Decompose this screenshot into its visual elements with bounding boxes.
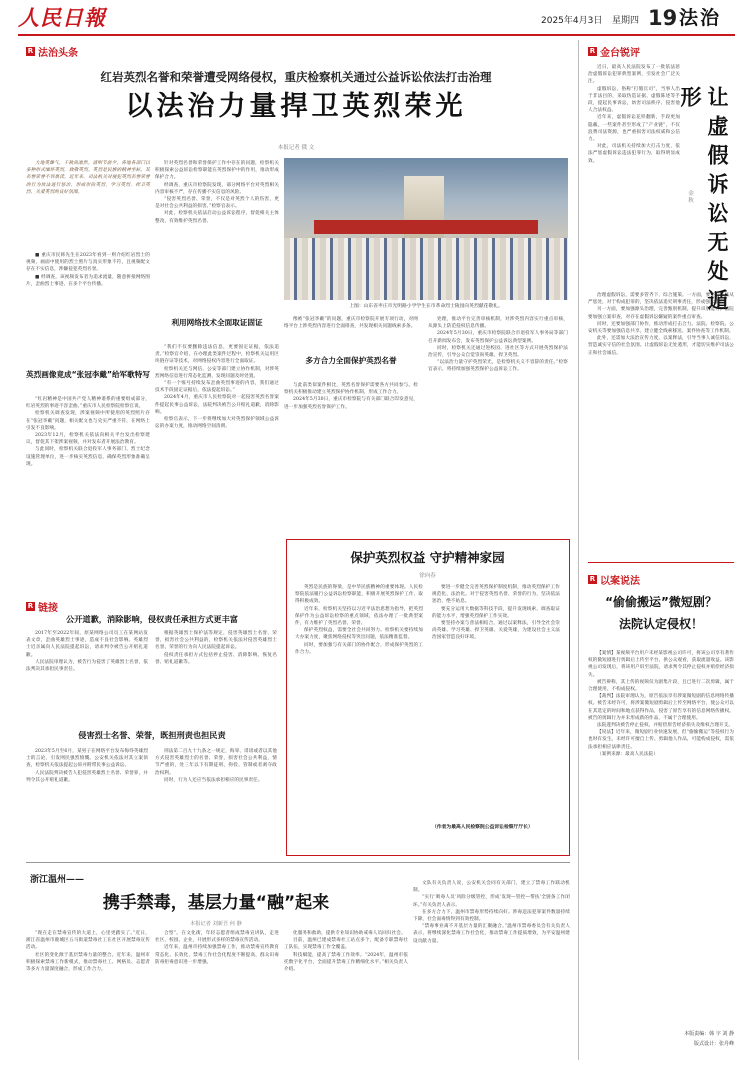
section-name: 法治 [679,7,722,29]
case-column-tag [588,569,640,587]
column-marker-icon: R [589,47,596,55]
lead-byline: 本报记者 俄 文 [277,145,315,151]
case-column-label: 以案说法 [600,576,640,587]
regional-title: 携手禁毒，基层力量“融”起来 [102,893,330,913]
case-body: 【案情】某视频平台用户未经某影视公司许可，将该公司享有著作权的微短剧进行剪辑后上传至平台，供公众观看，获取流量收益。该影视公司发现后，将该用户诉至法院，请求判令其停止侵权并赔偿经济损失。 被告辩称，其上传的视频仅为剧集片段，且已进行二次剪辑，属于合理使用，不构成侵权。 【裁判】法院审理认为，原告依法享有涉案微短剧的信息网络传播权。被告未经许可，将涉案微短剧剪辑后上传至网络平台，使公众可以在其选定的时间和地点获得作品，侵害了原告享有的信息网络传播权。被告的剪辑行为并未形成新的作品，不属于合理使用。 法院遂判决被告停止侵权，并赔偿原告经济损失及维权合理开支。 【说法】近年来，微短剧行业快速发展，但“偷偷搬运”等侵权行为也时有发生。未经许可擅自上传、剪辑他人作品，可能构成侵权，需依法承担相应法律责任。 （案例来源：最高人民法院） [588,651,734,757]
lead-body-col2b: “我们不仅要删除违法信息，更要固定证据，依法追责。”检察官介绍，在办理此类案件过程中，检察机关运用区块链存证等技术，对网络侵权内容进行全面取证。 检察机关还与网信、公安等部门建立协作机制，对涉英烈网络信息进行常态化监测，发现问题及时处置。 “有一个账号持续发布歪曲英烈事迹的内容，我们通过技术手段固定证据后，依法提起诉讼。” 2024年4月，重庆市人民检察院对一起侵害英烈名誉案件提起民事公益诉讼，法院判决被告公开赔礼道歉，消除影响。 检察官表示，下一步将继续加大对英烈保护领域公益诉讼的办案力度，推动网络空间清朗。 [155,345,279,430]
lead-body-col2: 针对英烈名誉和荣誉保护工作中存在的问题，检察机关积极探索公益诉讼检察职能在英烈保护中的作用，推动形成保护合力。 经调查，重庆市检察院发现，部分网络平台对英烈相关内容审核不严，存在传播不实信息的风险。 “侵害英烈名誉、荣誉，不仅是对英烈个人的伤害，更是对社会公共利益的损害。”检察官表示。 对此，检察机关依法启动公益诉讼程序，督促相关主体整改，有效维护英烈名誉。 [155,161,279,224]
links-column-label: 链接 [38,603,58,614]
right-divider [578,40,579,1060]
masthead-rule [18,34,735,36]
regional-body-4: 文队有关负责人说，公安机关会同有关部门，建立了禁毒工作联动机制。 “实行‘吸毒人员’风险分级管控，形成‘发现—管控—帮扶’全链条工作闭环。”有关负责人表示。 在多方合力下，温州市禁毒形势持续向好。涉毒违法犯罪案件数量持续下降，社会面毒情得到有效控制。 “禁毒事业离不开基层力量的汇聚融合。”温州市禁毒委员会有关负责人表示，将继续深化禁毒工作社会化，推动禁毒工作提质增效，为平安温州建设贡献力量。 [413,881,570,944]
links-column-tag [26,596,58,614]
commentary-lead: 近日，最高人民法院发布了一批依法惩治虚假诉讼犯罪典型案例，引发社会广泛关注。 虚假诉讼，俗称“打假官司”，当事人出于非法目的，采取伪造证据、虚假陈述等手段，提起民事诉讼，妨害司法秩序、侵害他人合法权益。 近年来，虚假诉讼花样翻新，手段更加隐蔽，一些案件甚至形成了“产业链”，不仅浪费司法资源，也严重损害司法权威和公信力。 对此，司法机关持续加大打击力度，依法严惩虚假诉讼违法犯罪行为，取得明显成效。 [588,65,680,164]
feature-byline: 徐向春 [419,573,436,579]
case-title-2: 法院认定侵权！ [618,617,703,631]
feature-title: 保护英烈权益 守护精神家园 [350,550,505,565]
page-number: 19 [648,6,678,30]
lead-body-col1b: “红岩精神是中国共产党人精神谱系的重要组成部分，红岩英烈的事迹不容歪曲。”重庆市人民检察院检察官说。 检察机关调查发现，涉案视频中所使用的英烈照片存在“张冠李戴”问题，相关配文也与史实严重不符，在网络上引发不良影响。 2023年12月，检察机关依法向相关平台发出检察建议，督促其下架涉案视频，并对发布者开展法治教育。 与此同时，检察机关联合退役军人事务部门、烈士纪念设施管理单位，进一步核实英烈信息，确保英烈形象准确呈现。 [26,397,150,467]
regional-rule [26,862,570,863]
lead-subhead-1: 英烈画像竟成“张冠李戴”给军歌特写 [26,370,150,379]
feature-signature: （作者为最高人民检察院公益诉讼检察厅厅长） [432,825,533,830]
links-body-1b: 根据英雄烈士保护法等规定，侵害英雄烈士名誉、荣誉，损害社会公共利益的，检察机关依法对侵害英雄烈士名誉、荣誉的行为向人民法院提起诉讼。 侵权责任承担方式包括停止侵害、消除影响、恢复名誉、赔礼道歉等。 [155,631,277,665]
feature-body-col2: 要进一步健全完善英烈保护制度机制，推动英烈保护工作规范化、法治化。对于侵害英烈名誉、荣誉的行为，坚决依法惩治，绝不姑息。 要充分运用大数据等科技手段，提升发现线索、调查取证的能力水平，增强英烈保护工作实效。 要坚持办案与普法相结合，通过以案释法，引导全社会崇尚英雄、学习英雄、捍卫英雄、关爱英雄，为建设社会主义法治国家营造良好环境。 [432,585,560,641]
commentary-body: 治理虚假诉讼，需要多管齐下、综合施策。一方面，要坚持依法从严惩处，对于构成犯罪的，坚决依法追究刑事责任，形成强大震慑。 另一方面，要加强源头治理，完善甄别机制，提升识别能力。法院要加强立案审查，对存在虚假诉讼嫌疑的案件重点审查。 同时，还要加强部门协作，推动形成打击合力。法院、检察院、公安机关等要加强信息共享，建立健全线索移送、案件协查等工作机制。 此外，还需加大法治宣传力度，以案释法，引导当事人诚信诉讼，营造诚实守信的社会氛围。让虚假诉讼无处遁形，才能切实维护司法公正和社会诚信。 [588,293,734,356]
case-title-1: “偷偷搬运”微短剧？ [605,595,717,609]
feature-body-col1: 英烈是民族的脊梁，是中华民族精神的重要体现。人民检察院依法履行公益诉讼检察职能，积极开展英烈保护工作，取得积极成效。 近年来，检察机关坚持以习近平法治思想为指导，把英烈保护作为公益诉讼检察的重点领域，依法办理了一批典型案件，有力维护了英烈名誉、荣誉。 保护英烈权益，需要全社会共同努力。检察机关要持续加大办案力度，聚焦网络侵权等突出问题，依法精准监督。 同时，要加强与有关部门的协作配合，形成保护英烈的工作合力。 [295,585,423,655]
commentary-byline: 金 秋 [687,190,693,203]
photo-crowd [284,238,568,300]
photo-banner [314,220,538,234]
case-rule [588,562,734,563]
links-title-1: 公开道歉，消除影响，侵权责任承担方式更丰富 [66,614,238,624]
lead-headline: 以法治力量捍卫英烈荣光 [125,91,467,122]
designer-credit: 版式设计：张丹峰 [693,1041,734,1047]
feature-box [286,539,570,856]
links-body-1a: 2017年至2022年间，原某网络公司员工在某网站发表文章，歪曲英雄烈士事迹，造成不良社会影响。英雄烈士近亲属向人民法院提起诉讼，请求判令被告公开赔礼道歉。 人民法院审理认为，被告行为侵害了英雄烈士名誉，依法判决其承担民事责任。 [26,631,148,673]
lead-column-tag [26,41,78,59]
lead-kicker: 红岩英烈名誉和荣誉遭受网络侵权，重庆检察机关通过公益诉讼依法打击治理 [100,70,492,84]
newspaper-logo: 人民日報 [18,5,106,30]
lead-subhead-2: 利用网络技术全面取证固证 [171,318,263,327]
commentary-column-tag [588,41,640,59]
regional-byline: 本报记者 刘新吾 何 静 [190,921,242,927]
commentary-column-label: 金台锐评 [600,48,640,59]
lead-body-col3: 像被“张冠李戴”的问题，重庆市检察院开展专项行动，对网络平台上涉英烈内容进行全面排查，共发现相关问题线索多条。 [284,317,418,330]
photo-caption: 上图：山东省枣庄市光明路小学学生在市革命烈士陵园向英烈献花敬礼。 [349,304,503,309]
regional-body-1: “现在走在禁毒宣传的大道上，心里更踏实了。”近日，浙江省温州市鹿城区五马街道禁毒社工在社区开展禁毒宣传活动。 社区的变化源于基层禁毒力量的整合。近年来，温州市积极探索禁毒工作新模式，推动禁毒社工、网格员、志愿者等多方力量深度融合，形成工作合力。 [26,931,150,973]
links-body-2b: 刑法第二百九十九条之一规定，侮辱、诽谤或者以其他方式侵害英雄烈士的名誉、荣誉，损害社会公共利益，情节严重的，处三年以下有期徒刑、拘役、管制或者剥夺政治权利。 同时，行为人还应当依法承担相应的民事责任。 [155,749,277,783]
lead-intro [26,160,150,250]
lead-body-col1: ■ 重庆市民韩先生在2023年看到一则介绍红岩烈士的视频，画面中使用的烈士照片与真实形象不符，且视频配文存在不实信息，涉嫌侵犯英烈名誉。 ■ 经调查，该视频发布者为追求流量，随意拼接网络图片，歪曲烈士事迹，在多个平台传播。 [26,253,150,287]
column-marker-icon: R [27,602,34,610]
links-title-2: 侵害烈士名誉、荣誉，既担刑责也担民责 [78,730,226,740]
lead-subhead-3: 多方合力全面保护英烈名誉 [305,356,397,365]
regional-body-3: 化服务和救助，提供专业知识协助戒毒人员回归社会。 目前，温州已建成禁毒社工站点多个，配备专职禁毒社工队伍，实现禁毒工作全覆盖。 科技赋能，提高了禁毒工作效率。“2024年，温州市依托数字化平台，全面提升禁毒工作精细化水平。”相关负责人介绍。 [284,931,408,973]
commentary-title: 让虚假诉讼无处遁形 [678,86,729,318]
column-marker-icon: R [27,47,34,55]
links-body-2a: 2023年5月至6月，某男子在网络平台发布侮辱英雄烈士的言论，引发网民强烈愤慨。公安机关依法对其立案侦查，检察机关依法提起公诉并附带民事公益诉讼。 人民法院判决被告人犯侵害英雄烈士名誉、荣誉罪，并判令其公开赔礼道歉。 [26,749,148,783]
masthead [0,0,753,34]
photo-monument [404,176,444,246]
editor-credit: 本版责编：韩 宇 刘 静 [684,1031,734,1037]
lead-body-col3b: 与此前类似案件相比，英烈名誉保护需要各方共同参与。检察机关积极推动建立英烈保护协作机制，形成工作合力。 2024年5月30日，重庆市检察院与有关部门联合印发意见，进一步加强英烈名誉保护工作。 [284,383,418,410]
lead-intro-text: 大地英雄气，千秋尚凛然。清明节前夕，各地各部门以多种形式缅怀英烈，致敬英烈。英烈是民族的精神坐标，其名誉荣誉不容亵渎。近年来，司法机关对侵犯英烈名誉荣誉的行为依法进行惩治，形成崇尚英烈、学习英烈、捍卫英烈、关爱英烈的良好氛围。 [26,161,150,195]
lead-body-col4: 处理，推动平台完善审核机制，对涉英烈内容实行重点审核，从源头上防范侵权信息传播。 2024年5月30日，重庆市检察院联合市退役军人事务局等部门召开新闻发布会，发布英烈保护公益诉讼典型案例。 同时，检察机关还通过进校园、进社区等方式开展英烈保护法治宣传，引导公众自觉崇尚英雄、捍卫英烈。 “以法治力量守护英烈荣光，是检察机关义不容辞的责任。”检察官表示，将持续加强英烈保护公益诉讼工作。 [428,317,568,373]
column-marker-icon: R [589,575,596,583]
lead-column-label: 法治头条 [38,48,78,59]
regional-kicker: 浙江温州—— [30,875,85,885]
regional-body-2: 合型”。在文化街，年轻志愿者组成禁毒宣讲队，走进社区、校园、企业，开展形式多样的禁毒宣传活动。 近年来，温州市持续加强禁毒工作，推动禁毒宣传教育常态化、长效化，禁毒工作社会化程度不断提高，群众识毒防毒拒毒意识进一步增强。 [155,931,279,965]
lead-photo [284,158,568,300]
issue-weekday: 星期四 [612,16,640,26]
issue-date: 2025年4月3日 [541,16,603,26]
